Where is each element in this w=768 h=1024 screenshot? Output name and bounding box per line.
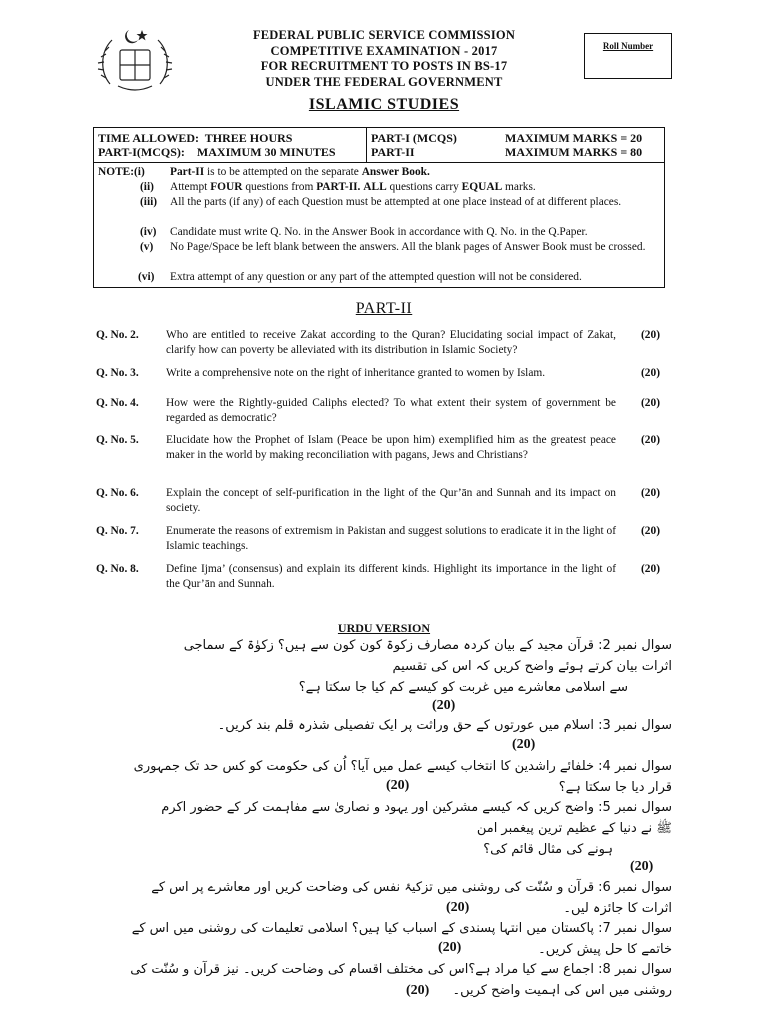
urdu-line-14: سوال نمبر 8: اجماع سے کیا مراد ہے؟اس کی مختلف اقسام کی وضاحت کریں۔ نیز قرآن و سُنّت کی xyxy=(130,962,672,977)
urdu-line-6: قرار دیا جا سکتا ہے؟ xyxy=(558,780,672,795)
question-number: Q. No. 7. xyxy=(96,525,139,537)
urdu-line-12: سوال نمبر 7: پاکستان میں انتہا پسندی کے اسباب کیا ہیں؟ اسلامی تعلیمات کی روشنی میں اس کے xyxy=(131,921,672,936)
part2-marks: MAXIMUM MARKS = 80 xyxy=(505,145,643,159)
question-marks: (20) xyxy=(641,525,660,537)
urdu-line-1: سوال نمبر 2: قرآن مجید کے بیان کردہ مصارف زکوۃ کون کون سے ہیں؟ زکوٰۃ کے سماجی xyxy=(183,638,672,653)
question-text: Elucidate how the Prophet of Islam (Peace be upon him) exemplified him as the greatest peace maker in the world by making reconciliation with pagans, Jews and Christians? xyxy=(166,434,616,461)
question-number: Q. No. 6. xyxy=(96,487,139,499)
urdu-marks-q5: (20) xyxy=(630,859,654,874)
question-marks: (20) xyxy=(641,487,660,499)
urdu-line-4: سوال نمبر 3: اسلام میں عورتوں کے حق وراثت پر ایک تفصیلی شذرہ قلم بند کریں۔ xyxy=(217,718,672,733)
notes-box xyxy=(93,162,665,288)
question-marks: (20) xyxy=(641,563,660,575)
question-number: Q. No. 2. xyxy=(96,329,139,341)
urdu-marks-q8: (20) xyxy=(406,983,430,998)
urdu-line-15: روشنی میں اس کی اہمیت واضح کریں۔ xyxy=(452,983,672,998)
question-marks: (20) xyxy=(641,329,660,341)
question-marks: (20) xyxy=(641,367,660,379)
note-num-3: (iii) xyxy=(140,196,158,208)
question-text: Write a comprehensive note on the right of inheritance granted to women by Islam. xyxy=(166,367,546,379)
subject-title: ISLAMIC STUDIES xyxy=(308,96,460,113)
roll-number-label: Roll Number xyxy=(602,41,654,51)
question-number: Q. No. 4. xyxy=(96,397,139,409)
header-line-3: FOR RECRUITMENT TO POSTS IN BS-17 xyxy=(260,59,508,73)
urdu-marks-q2: (20) xyxy=(432,698,456,713)
question-marks: (20) xyxy=(641,397,660,409)
header-line-4: UNDER THE FEDERAL GOVERNMENT xyxy=(265,74,503,89)
question-text: How were the Rightly-guided Caliphs elected? To what extent their system of government be regarded as democratic? xyxy=(166,397,616,424)
urdu-line-10: سوال نمبر 6: قرآن و سُنّت کی روشنی میں تزکیۂ نفس کی وضاحت کریں اور معاشرے پر اس کے xyxy=(151,880,672,895)
urdu-marks-q6: (20) xyxy=(446,900,470,915)
urdu-marks-q3: (20) xyxy=(512,737,536,752)
part1-time: PART-I(MCQS): MAXIMUM 30 MINUTES xyxy=(98,145,336,159)
urdu-marks-q7: (20) xyxy=(438,940,462,955)
part2-label: PART-II xyxy=(371,145,415,159)
note-num-4: (iv) xyxy=(140,226,157,238)
part1-label: PART-I (MCQS) xyxy=(371,131,457,145)
note-text-5: No Page/Space be left blank between the answers. All the blank pages of Answer Book must be crossed. xyxy=(170,241,646,253)
urdu-line-11: اثرات کا جائزہ لیں۔ xyxy=(563,901,672,916)
question-text: Who are entitled to receive Zakat according to the Quran? Elucidating social impact of Zakat, clarify how can poverty be alleviated with its distribution in Islamic Society? xyxy=(166,329,616,356)
header-line-2: COMPETITIVE EXAMINATION - 2017 xyxy=(270,43,498,58)
question-marks: (20) xyxy=(641,434,660,446)
note-text-2: Attempt FOUR questions from PART-II. ALL questions carry EQUAL marks. xyxy=(170,181,536,193)
note-num-2: (ii) xyxy=(140,181,154,193)
urdu-line-13: خاتمے کا حل پیش کریں۔ xyxy=(538,942,672,957)
note-text-1: Part-II is to be attempted on the separate Answer Book. xyxy=(170,166,430,178)
urdu-line-7: سوال نمبر 5: واضح کریں کہ کیسے مشرکین اور یہود و نصاریٰ سے مفاہمت کر کے حضور اکرم xyxy=(161,800,672,815)
urdu-line-9: ہونے کی مثال قائم کی؟ xyxy=(483,842,613,857)
time-allowed: TIME ALLOWED: THREE HOURS xyxy=(98,131,293,145)
note-text-6: Extra attempt of any question or any part of the attempted question will not be considered. xyxy=(170,271,582,283)
note-text-3: All the parts (if any) of each Question must be attempted at one place instead of at different places. xyxy=(170,196,622,208)
roll-number-box[interactable] xyxy=(584,33,672,79)
urdu-version-title: URDU VERSION xyxy=(337,621,431,635)
urdu-line-3: سے اسلامی معاشرے میں غربت کو کیسے کم کیا جا سکتا ہے؟ xyxy=(298,680,628,695)
part2-title: PART-II xyxy=(355,300,413,317)
question-text: Define Ijma’ (consensus) and explain its different kinds. Highlight its importance in the light of the Qur’ān and Sunnah. xyxy=(166,563,616,590)
table-divider xyxy=(366,128,367,162)
question-number: Q. No. 8. xyxy=(96,563,139,575)
time-marks-table xyxy=(93,127,665,163)
urdu-line-2: اثرات بیان کرتے ہوئے واضح کریں کہ اس کی تقسیم xyxy=(392,659,672,674)
question-number: Q. No. 5. xyxy=(96,434,139,446)
question-text: Explain the concept of self-purification in the light of the Qur’ān and Sunnah and its impact on society. xyxy=(166,487,616,514)
note-num-5: (v) xyxy=(140,241,154,253)
question-text: Enumerate the reasons of extremism in Pakistan and suggest solutions to eradicate it in the light of Islamic teachings. xyxy=(166,525,616,552)
header-line-1: FEDERAL PUBLIC SERVICE COMMISSION xyxy=(252,28,516,42)
urdu-marks-q4: (20) xyxy=(386,778,410,793)
urdu-line-8: ﷺ نے دنیا کے عظیم ترین پیغمبر امن xyxy=(476,821,672,836)
note-label: NOTE: xyxy=(98,166,135,178)
note-num-1: (i) xyxy=(134,166,145,178)
note-num-6: (vi) xyxy=(138,271,155,283)
note-text-4: Candidate must write Q. No. in the Answer Book in accordance with Q. No. in the Q.Paper. xyxy=(170,226,588,238)
question-number: Q. No. 3. xyxy=(96,367,139,379)
part1-marks: MAXIMUM MARKS = 20 xyxy=(505,131,643,145)
urdu-line-5: سوال نمبر 4: خلفائے راشدین کا انتخاب کیسے عمل میں آیا؟ اُن کی حکومت کو کس حد تک جمہوری xyxy=(133,759,672,774)
